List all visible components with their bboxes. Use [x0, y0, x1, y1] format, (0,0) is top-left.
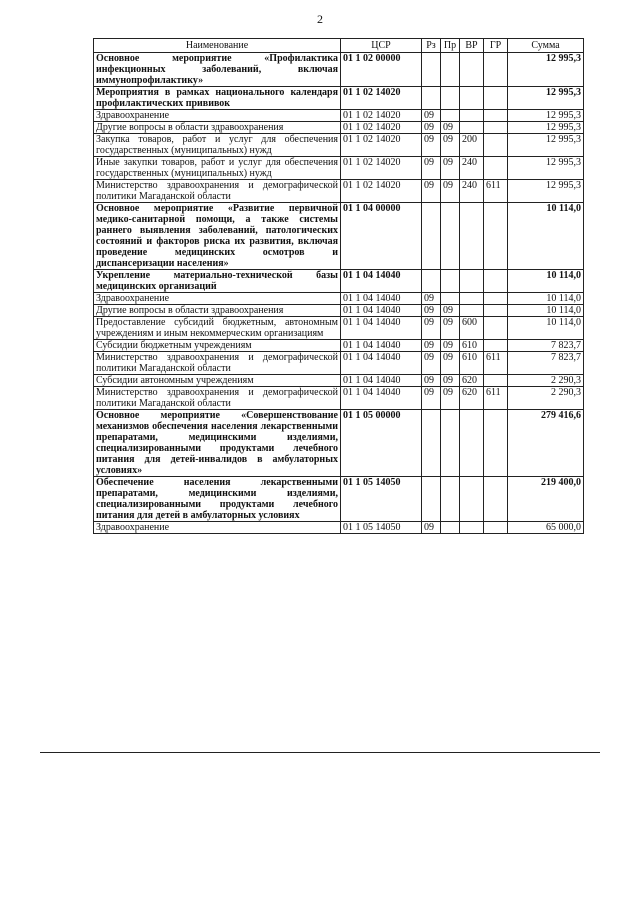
header-sum: Сумма [508, 39, 584, 53]
cell-sum: 7 823,7 [508, 352, 584, 375]
header-name: Наименование [94, 39, 341, 53]
cell-csr: 01 1 05 14050 [341, 522, 422, 534]
cell-name: Основное мероприятие «Профилактика инфекционных заболеваний, включая иммунопрофилактику» [94, 53, 341, 87]
cell-sum: 219 400,0 [508, 477, 584, 522]
cell-rz: 09 [422, 293, 441, 305]
cell-name: Здравоохранение [94, 522, 341, 534]
cell-csr: 01 1 04 14040 [341, 270, 422, 293]
cell-gr: 611 [484, 352, 508, 375]
cell-gr [484, 203, 508, 270]
cell-vr: 240 [460, 157, 484, 180]
cell-vr [460, 53, 484, 87]
cell-vr: 600 [460, 317, 484, 340]
cell-csr: 01 1 04 14040 [341, 375, 422, 387]
cell-pr [441, 270, 460, 293]
cell-pr: 09 [441, 375, 460, 387]
cell-gr [484, 53, 508, 87]
cell-vr: 620 [460, 387, 484, 410]
cell-sum: 12 995,3 [508, 180, 584, 203]
cell-gr [484, 157, 508, 180]
cell-sum: 12 995,3 [508, 157, 584, 180]
cell-gr [484, 410, 508, 477]
cell-csr: 01 1 02 14020 [341, 180, 422, 203]
cell-name: Здравоохранение [94, 293, 341, 305]
cell-sum: 12 995,3 [508, 53, 584, 87]
budget-table [93, 38, 584, 534]
cell-rz: 09 [422, 387, 441, 410]
cell-name: Здравоохранение [94, 110, 341, 122]
table-row [94, 203, 584, 270]
cell-pr [441, 87, 460, 110]
cell-gr [484, 375, 508, 387]
cell-sum: 10 114,0 [508, 203, 584, 270]
cell-name: Субсидии бюджетным учреждениям [94, 340, 341, 352]
cell-sum: 10 114,0 [508, 293, 584, 305]
cell-rz: 09 [422, 317, 441, 340]
cell-gr [484, 87, 508, 110]
cell-csr: 01 1 04 14040 [341, 352, 422, 375]
cell-vr [460, 293, 484, 305]
cell-sum: 2 290,3 [508, 387, 584, 410]
cell-name: Закупка товаров, работ и услуг для обеспечения государственных (муниципальных) нужд [94, 134, 341, 157]
table-row [94, 477, 584, 522]
cell-rz: 09 [422, 134, 441, 157]
cell-sum: 10 114,0 [508, 270, 584, 293]
cell-vr: 620 [460, 375, 484, 387]
table-row [94, 293, 584, 305]
header-rz: Рз [422, 39, 441, 53]
cell-name: Иные закупки товаров, работ и услуг для обеспечения государственных (муниципальных) нужд [94, 157, 341, 180]
cell-vr: 610 [460, 340, 484, 352]
cell-csr: 01 1 04 14040 [341, 387, 422, 410]
table-row [94, 270, 584, 293]
cell-sum: 279 416,6 [508, 410, 584, 477]
table-row [94, 352, 584, 375]
cell-name: Субсидии автономным учреждениям [94, 375, 341, 387]
cell-vr [460, 87, 484, 110]
cell-gr [484, 270, 508, 293]
table-body [94, 53, 584, 534]
table-row [94, 340, 584, 352]
table-row [94, 157, 584, 180]
table-row [94, 387, 584, 410]
cell-gr [484, 477, 508, 522]
cell-name: Другие вопросы в области здравоохранения [94, 122, 341, 134]
cell-name: Министерство здравоохранения и демографической политики Магаданской области [94, 387, 341, 410]
cell-rz: 09 [422, 122, 441, 134]
cell-name: Предоставление субсидий бюджетным, автономным учреждениям и иным некоммерческим организациям [94, 317, 341, 340]
cell-sum: 12 995,3 [508, 110, 584, 122]
cell-rz [422, 270, 441, 293]
cell-sum: 2 290,3 [508, 375, 584, 387]
cell-vr [460, 410, 484, 477]
cell-pr: 09 [441, 305, 460, 317]
cell-pr [441, 53, 460, 87]
cell-name: Мероприятия в рамках национального календаря профилактических прививок [94, 87, 341, 110]
cell-pr: 09 [441, 387, 460, 410]
cell-vr [460, 270, 484, 293]
cell-gr [484, 317, 508, 340]
table-row [94, 87, 584, 110]
cell-pr: 09 [441, 317, 460, 340]
cell-csr: 01 1 02 14020 [341, 87, 422, 110]
cell-csr: 01 1 02 00000 [341, 53, 422, 87]
cell-vr: 240 [460, 180, 484, 203]
header-csr: ЦСР [341, 39, 422, 53]
cell-pr [441, 410, 460, 477]
cell-sum: 10 114,0 [508, 305, 584, 317]
cell-sum: 12 995,3 [508, 87, 584, 110]
cell-sum: 10 114,0 [508, 317, 584, 340]
table-row [94, 180, 584, 203]
cell-csr: 01 1 02 14020 [341, 134, 422, 157]
cell-name: Министерство здравоохранения и демографической политики Магаданской области [94, 352, 341, 375]
cell-rz: 09 [422, 180, 441, 203]
cell-rz: 09 [422, 522, 441, 534]
cell-gr [484, 110, 508, 122]
cell-rz: 09 [422, 340, 441, 352]
table-row [94, 317, 584, 340]
cell-csr: 01 1 04 00000 [341, 203, 422, 270]
cell-pr: 09 [441, 180, 460, 203]
cell-gr [484, 522, 508, 534]
table-row [94, 410, 584, 477]
cell-csr: 01 1 02 14020 [341, 110, 422, 122]
page-number: 2 [317, 12, 323, 26]
header-pr: Пр [441, 39, 460, 53]
cell-rz: 09 [422, 375, 441, 387]
cell-name: Министерство здравоохранения и демографической политики Магаданской области [94, 180, 341, 203]
cell-pr [441, 522, 460, 534]
cell-gr [484, 340, 508, 352]
table-row [94, 122, 584, 134]
cell-csr: 01 1 04 14040 [341, 293, 422, 305]
cell-gr [484, 305, 508, 317]
table-row [94, 134, 584, 157]
cell-name: Другие вопросы в области здравоохранения [94, 305, 341, 317]
cell-pr: 09 [441, 352, 460, 375]
cell-rz [422, 87, 441, 110]
footer-divider [40, 752, 600, 753]
cell-vr: 200 [460, 134, 484, 157]
cell-pr: 09 [441, 340, 460, 352]
cell-csr: 01 1 05 00000 [341, 410, 422, 477]
cell-gr [484, 122, 508, 134]
cell-rz [422, 477, 441, 522]
cell-rz [422, 53, 441, 87]
cell-sum: 7 823,7 [508, 340, 584, 352]
cell-csr: 01 1 02 14020 [341, 157, 422, 180]
cell-vr [460, 477, 484, 522]
table-row [94, 53, 584, 87]
cell-sum: 12 995,3 [508, 134, 584, 157]
table-row [94, 375, 584, 387]
cell-sum: 65 000,0 [508, 522, 584, 534]
cell-name: Обеспечение населения лекарственными препаратами, медицинскими изделиями, специализированными продуктами лечебного питания для детей в амбулаторных условиях [94, 477, 341, 522]
table-row [94, 110, 584, 122]
cell-sum: 12 995,3 [508, 122, 584, 134]
cell-name: Укрепление материально-технической базы медицинских организаций [94, 270, 341, 293]
cell-vr [460, 522, 484, 534]
cell-csr: 01 1 04 14040 [341, 305, 422, 317]
cell-pr [441, 477, 460, 522]
cell-vr [460, 122, 484, 134]
cell-rz [422, 203, 441, 270]
header-row [94, 39, 584, 53]
cell-vr [460, 110, 484, 122]
cell-rz: 09 [422, 352, 441, 375]
cell-csr: 01 1 04 14040 [341, 340, 422, 352]
table-row [94, 522, 584, 534]
cell-csr: 01 1 04 14040 [341, 317, 422, 340]
cell-name: Основное мероприятие «Совершенствование механизмов обеспечения населения лекарственными препаратами, медицинскими изделиями, специализированными продуктами лечебного питания для детей-инвалидов в амбулаторных условиях» [94, 410, 341, 477]
cell-pr: 09 [441, 122, 460, 134]
cell-name: Основное мероприятие «Развитие первичной медико-санитарной помощи, а также системы раннего выявления заболеваний, патологических состояний и факторов риска их развития, включая проведение медицинских осмотров и диспансеризации населения» [94, 203, 341, 270]
header-vr: ВР [460, 39, 484, 53]
cell-rz: 09 [422, 305, 441, 317]
cell-gr [484, 134, 508, 157]
header-gr: ГР [484, 39, 508, 53]
cell-vr [460, 203, 484, 270]
cell-gr: 611 [484, 180, 508, 203]
cell-rz [422, 410, 441, 477]
table-row [94, 305, 584, 317]
cell-vr [460, 305, 484, 317]
cell-csr: 01 1 05 14050 [341, 477, 422, 522]
cell-pr [441, 203, 460, 270]
cell-pr [441, 293, 460, 305]
cell-gr [484, 293, 508, 305]
cell-pr: 09 [441, 134, 460, 157]
cell-rz: 09 [422, 157, 441, 180]
cell-pr: 09 [441, 157, 460, 180]
cell-rz: 09 [422, 110, 441, 122]
cell-gr: 611 [484, 387, 508, 410]
cell-pr [441, 110, 460, 122]
cell-csr: 01 1 02 14020 [341, 122, 422, 134]
cell-vr: 610 [460, 352, 484, 375]
table-header [94, 39, 584, 53]
